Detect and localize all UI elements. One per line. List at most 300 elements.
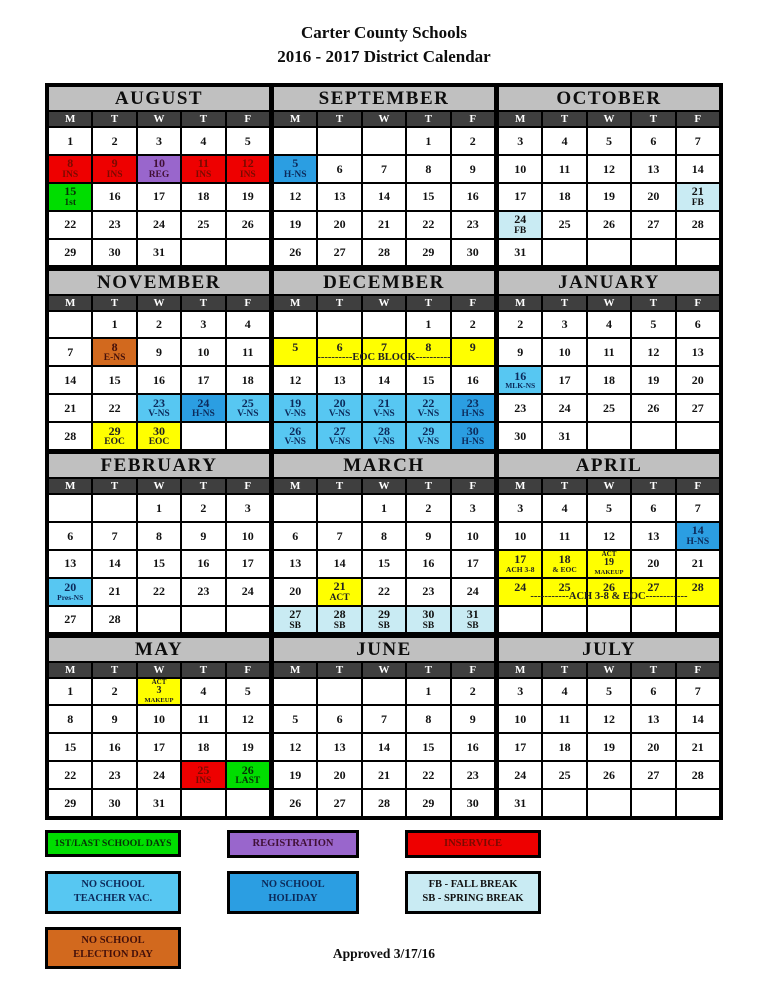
day-cell <box>93 679 135 705</box>
day-number: 16 <box>197 556 210 571</box>
day-cell <box>499 339 541 365</box>
day-cell <box>138 762 180 788</box>
day-cell <box>452 523 494 549</box>
day-number: 3 <box>517 500 524 515</box>
month-title: OCTOBER <box>499 87 719 110</box>
month-december <box>274 271 494 450</box>
weekday-header: F <box>677 112 719 126</box>
day-number: 26 <box>289 423 302 438</box>
day-cell <box>363 128 405 154</box>
day-cell <box>407 551 449 577</box>
day-cell-label: INS <box>106 169 123 180</box>
week-row <box>499 607 719 633</box>
day-number: 28 <box>64 428 77 443</box>
weekday-header: M <box>499 663 541 677</box>
day-number: 22 <box>108 400 121 415</box>
day-number: 18 <box>602 372 615 387</box>
day-cell <box>363 156 405 182</box>
day-number: 2 <box>469 684 476 699</box>
weekday-header: F <box>452 479 494 493</box>
day-cell <box>318 495 360 521</box>
day-number: 25 <box>602 400 615 415</box>
weekday-header: T <box>407 296 449 310</box>
day-cell <box>677 679 719 705</box>
day-cell <box>632 312 674 338</box>
day-cell <box>274 679 316 705</box>
day-number: 30 <box>108 795 121 810</box>
day-cell-label: FB <box>691 197 704 208</box>
day-number: 29 <box>64 245 77 260</box>
weekday-header: T <box>182 112 224 126</box>
day-cell <box>93 312 135 338</box>
week-row <box>274 495 494 521</box>
day-number: 2 <box>517 317 524 332</box>
day-cell-label: MLK-NS <box>505 381 536 391</box>
day-number: 7 <box>694 133 701 148</box>
day-number: 16 <box>422 556 435 571</box>
day-cell-label: SB <box>289 620 301 631</box>
day-cell <box>363 607 405 633</box>
day-cell <box>588 607 630 633</box>
day-number: 18 <box>558 189 571 204</box>
day-cell <box>588 762 630 788</box>
day-cell <box>588 240 630 266</box>
month-title: SEPTEMBER <box>274 87 494 110</box>
month-may <box>49 638 269 817</box>
day-cell <box>274 706 316 732</box>
weekday-header: W <box>588 479 630 493</box>
day-number: 9 <box>517 345 524 360</box>
day-cell <box>407 790 449 816</box>
day-number: 30 <box>466 795 479 810</box>
day-number: 23 <box>466 217 479 232</box>
week-row <box>499 706 719 732</box>
day-number: 23 <box>466 395 479 410</box>
day-number: 6 <box>336 161 343 176</box>
day-number: 30 <box>152 423 165 438</box>
day-cell <box>499 395 541 421</box>
day-cell <box>227 762 269 788</box>
day-number: 27 <box>647 767 660 782</box>
day-number: 29 <box>64 795 77 810</box>
legend-label: 1ST/LAST SCHOOL DAYS <box>54 838 172 849</box>
day-number: 24 <box>466 584 479 599</box>
week-row <box>274 706 494 732</box>
day-cell <box>677 212 719 238</box>
day-cell <box>407 128 449 154</box>
day-cell <box>274 551 316 577</box>
day-cell <box>318 734 360 760</box>
title-line1: Carter County Schools <box>301 23 467 42</box>
day-number: 8 <box>380 528 387 543</box>
day-number: 4 <box>561 684 568 699</box>
weekday-header-row <box>499 296 719 310</box>
day-cell <box>182 339 224 365</box>
week-row <box>49 423 269 449</box>
day-cell <box>182 212 224 238</box>
weekday-header: T <box>407 663 449 677</box>
day-number: 19 <box>602 189 615 204</box>
day-cell <box>499 184 541 210</box>
week-row <box>499 423 719 449</box>
weekday-header: T <box>543 663 585 677</box>
week-row <box>274 523 494 549</box>
day-cell <box>677 423 719 449</box>
week-row <box>499 312 719 338</box>
day-cell <box>274 790 316 816</box>
weekday-header-row <box>274 296 494 310</box>
weekday-header: M <box>49 296 91 310</box>
day-cell <box>632 495 674 521</box>
day-cell <box>49 790 91 816</box>
day-number: 31 <box>514 795 527 810</box>
weekday-header: T <box>632 663 674 677</box>
day-cell <box>227 367 269 393</box>
day-cell <box>363 312 405 338</box>
week-row <box>49 734 269 760</box>
weekday-header-row <box>49 479 269 493</box>
day-number: 12 <box>602 712 615 727</box>
day-cell <box>499 523 541 549</box>
day-cell-label: SB <box>378 620 390 631</box>
day-cell <box>138 156 180 182</box>
week-row <box>49 495 269 521</box>
day-number: 2 <box>111 133 118 148</box>
day-cell <box>138 212 180 238</box>
day-cell <box>182 607 224 633</box>
weekday-header: F <box>227 663 269 677</box>
day-number: 13 <box>64 556 77 571</box>
weekday-header: W <box>588 663 630 677</box>
day-cell <box>588 395 630 421</box>
day-number: 24 <box>558 400 571 415</box>
day-cell <box>182 240 224 266</box>
month-title: AUGUST <box>49 87 269 110</box>
day-cell <box>227 523 269 549</box>
day-number: 7 <box>380 712 387 727</box>
day-number: 27 <box>333 423 346 438</box>
day-cell-label: V-NS <box>148 409 170 420</box>
day-number: 29 <box>108 423 121 438</box>
weekday-header: M <box>499 479 541 493</box>
week-row <box>274 395 494 421</box>
day-cell <box>677 551 719 577</box>
day-cell <box>274 367 316 393</box>
day-cell <box>49 706 91 732</box>
day-cell <box>318 312 360 338</box>
weekday-header: T <box>543 112 585 126</box>
day-number: 18 <box>241 372 254 387</box>
weekday-header: F <box>452 112 494 126</box>
week-row <box>49 762 269 788</box>
day-cell-label: V-NS <box>284 409 306 420</box>
day-cell <box>182 312 224 338</box>
day-cell <box>677 734 719 760</box>
day-cell <box>318 706 360 732</box>
day-cell <box>588 734 630 760</box>
day-number: 7 <box>694 684 701 699</box>
day-cell <box>274 607 316 633</box>
day-number: 21 <box>108 584 121 599</box>
day-number: 5 <box>292 712 299 727</box>
day-cell <box>588 706 630 732</box>
day-cell <box>138 790 180 816</box>
day-cell <box>677 367 719 393</box>
day-cell <box>274 495 316 521</box>
day-cell-label: ACH 3-8 <box>505 564 535 574</box>
weekday-header: M <box>274 479 316 493</box>
day-cell <box>227 240 269 266</box>
month-july <box>499 638 719 817</box>
weekday-header: T <box>318 663 360 677</box>
day-number: 27 <box>647 217 660 232</box>
day-cell <box>677 184 719 210</box>
day-cell <box>227 395 269 421</box>
day-number: 13 <box>333 739 346 754</box>
day-number: 27 <box>64 612 77 627</box>
day-cell <box>452 679 494 705</box>
day-cell <box>363 423 405 449</box>
week-row <box>49 339 269 365</box>
day-cell <box>632 523 674 549</box>
day-cell-top-label: ACT <box>601 550 617 559</box>
week-row <box>274 312 494 338</box>
day-cell <box>318 790 360 816</box>
day-number: 7 <box>111 528 118 543</box>
day-cell <box>543 367 585 393</box>
day-number: 14 <box>333 556 346 571</box>
day-cell <box>632 339 674 365</box>
day-cell <box>182 184 224 210</box>
day-number: 7 <box>336 528 343 543</box>
day-cell <box>318 579 360 605</box>
day-cell <box>227 734 269 760</box>
day-number: 10 <box>514 712 527 727</box>
calendar-grid <box>45 83 723 820</box>
day-cell-label: V-NS <box>417 437 440 448</box>
week-row <box>499 184 719 210</box>
weekday-header: F <box>452 663 494 677</box>
day-number: 24 <box>152 217 165 232</box>
day-cell <box>499 762 541 788</box>
day-cell <box>138 607 180 633</box>
month-january <box>499 271 719 450</box>
day-cell <box>93 395 135 421</box>
day-cell <box>452 706 494 732</box>
day-number: 19 <box>289 395 302 410</box>
day-number: 23 <box>108 767 121 782</box>
day-number: 9 <box>469 340 476 355</box>
month-title: FEBRUARY <box>49 454 269 477</box>
week-row <box>274 156 494 182</box>
day-number: 5 <box>605 133 612 148</box>
day-number: 1 <box>380 500 387 515</box>
day-cell <box>227 212 269 238</box>
day-cell <box>543 551 585 577</box>
day-number: 11 <box>197 156 210 171</box>
day-number: 1 <box>425 133 432 148</box>
day-cell <box>227 312 269 338</box>
day-cell <box>543 212 585 238</box>
day-cell <box>543 607 585 633</box>
day-number: 17 <box>514 552 527 567</box>
day-number: 23 <box>466 767 479 782</box>
month-title: JANUARY <box>499 271 719 294</box>
day-number: 15 <box>64 184 77 199</box>
day-cell <box>318 762 360 788</box>
day-cell <box>407 184 449 210</box>
day-cell <box>138 495 180 521</box>
day-cell <box>182 762 224 788</box>
day-number: 17 <box>514 739 527 754</box>
day-cell <box>138 339 180 365</box>
day-cell <box>49 423 91 449</box>
page-title <box>0 21 768 69</box>
day-number: 9 <box>200 528 207 543</box>
day-number: 15 <box>422 189 435 204</box>
day-cell <box>407 312 449 338</box>
weekday-header: M <box>499 112 541 126</box>
day-cell <box>588 128 630 154</box>
day-cell <box>274 523 316 549</box>
day-number: 7 <box>694 500 701 515</box>
day-cell-label: H-NS <box>461 409 485 420</box>
day-number: 4 <box>200 133 207 148</box>
day-number: 8 <box>155 528 162 543</box>
day-cell-label: H-NS <box>461 437 485 448</box>
day-number: 28 <box>377 795 390 810</box>
day-cell <box>227 495 269 521</box>
day-cell-label: REG <box>148 169 170 180</box>
week-row <box>274 367 494 393</box>
day-cell <box>588 212 630 238</box>
day-cell <box>182 367 224 393</box>
day-number: 25 <box>197 217 210 232</box>
day-number: 24 <box>514 212 527 227</box>
day-number: 28 <box>691 767 704 782</box>
day-cell-label: EOC <box>104 437 125 448</box>
day-number: 10 <box>152 156 165 171</box>
day-cell <box>543 679 585 705</box>
day-cell <box>318 156 360 182</box>
day-cell <box>182 706 224 732</box>
day-number: 29 <box>422 245 435 260</box>
month-title: JULY <box>499 638 719 661</box>
day-cell <box>499 212 541 238</box>
day-cell <box>227 423 269 449</box>
weekday-header: F <box>227 479 269 493</box>
day-number: 16 <box>108 739 121 754</box>
day-cell <box>677 762 719 788</box>
day-number: 12 <box>602 528 615 543</box>
day-cell <box>318 367 360 393</box>
day-number: 5 <box>292 340 299 355</box>
day-number: 21 <box>333 579 346 594</box>
day-cell <box>632 128 674 154</box>
day-number: 24 <box>514 767 527 782</box>
month-title: MAY <box>49 638 269 661</box>
day-cell <box>318 212 360 238</box>
day-cell <box>318 240 360 266</box>
legend-label: TEACHER VAC. <box>73 893 153 905</box>
day-cell <box>452 312 494 338</box>
day-number: 5 <box>244 684 251 699</box>
day-number: 7 <box>67 345 74 360</box>
week-row <box>49 367 269 393</box>
week-row <box>274 339 494 365</box>
day-cell-label: MAKEUP <box>144 696 174 704</box>
day-number: 3 <box>517 684 524 699</box>
day-cell <box>363 579 405 605</box>
day-cell <box>93 212 135 238</box>
day-cell <box>274 184 316 210</box>
day-number: 31 <box>514 245 527 260</box>
weekday-header: M <box>274 296 316 310</box>
month-august <box>49 87 269 266</box>
day-cell <box>318 551 360 577</box>
day-number: 16 <box>514 368 527 383</box>
day-number: 27 <box>289 607 302 622</box>
day-cell <box>499 679 541 705</box>
weekday-header: T <box>182 296 224 310</box>
weekday-header: M <box>499 296 541 310</box>
week-row <box>49 156 269 182</box>
day-cell <box>49 312 91 338</box>
day-cell <box>499 734 541 760</box>
day-cell <box>632 551 674 577</box>
day-number: 17 <box>558 372 571 387</box>
day-number: 20 <box>647 556 660 571</box>
day-cell <box>363 551 405 577</box>
day-cell <box>677 128 719 154</box>
day-cell <box>363 184 405 210</box>
day-cell <box>407 762 449 788</box>
week-row <box>274 184 494 210</box>
week-row <box>499 128 719 154</box>
day-cell <box>407 395 449 421</box>
day-cell <box>452 495 494 521</box>
day-cell <box>93 734 135 760</box>
day-number: 30 <box>514 428 527 443</box>
day-cell <box>318 395 360 421</box>
day-cell <box>227 607 269 633</box>
day-cell <box>227 128 269 154</box>
day-number: 18 <box>558 552 571 567</box>
day-cell <box>138 679 180 705</box>
day-number: 25 <box>241 395 254 410</box>
week-row <box>49 212 269 238</box>
day-number: 23 <box>514 400 527 415</box>
month-title: MARCH <box>274 454 494 477</box>
day-number: 30 <box>108 245 121 260</box>
day-cell <box>407 367 449 393</box>
day-cell <box>227 551 269 577</box>
day-cell <box>363 367 405 393</box>
day-number: 25 <box>197 762 210 777</box>
day-cell <box>632 212 674 238</box>
day-number: 12 <box>241 156 254 171</box>
day-cell <box>49 607 91 633</box>
day-cell-label: E-NS <box>103 353 126 364</box>
week-row <box>274 734 494 760</box>
week-row <box>274 551 494 577</box>
day-number: 11 <box>558 161 571 176</box>
week-row <box>274 212 494 238</box>
legend-registration <box>227 830 359 858</box>
day-cell <box>677 607 719 633</box>
day-cell <box>182 128 224 154</box>
day-cell <box>318 128 360 154</box>
